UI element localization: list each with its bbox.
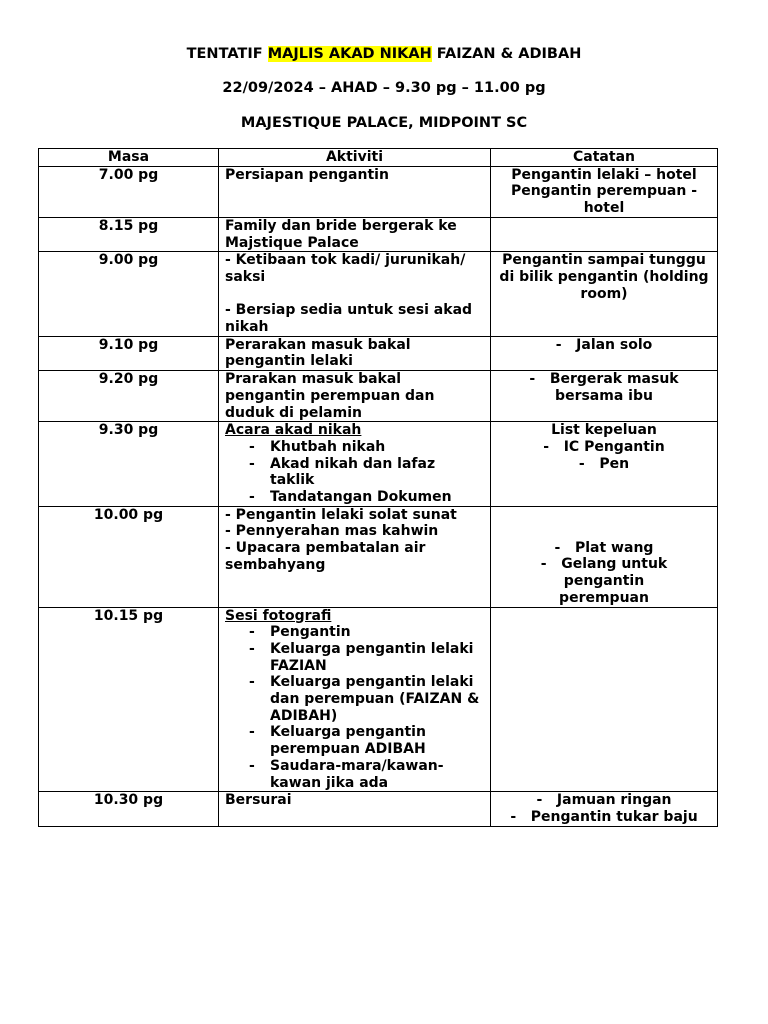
list-item: - Akad nikah dan lafaz taklik — [249, 456, 484, 489]
time-cell: 8.15 pg — [39, 217, 219, 251]
note-item: - Plat wang — [554, 539, 654, 556]
table-row — [39, 792, 718, 826]
activity-line: - Upacara pembatalan air sembahyang — [225, 540, 426, 573]
activity-line: - Pengantin lelaki solat sunat — [225, 506, 457, 523]
table-row — [39, 506, 718, 607]
time-cell: 9.20 pg — [39, 371, 219, 422]
table-row — [39, 607, 718, 792]
activity-cell — [219, 422, 491, 507]
notes-cell — [491, 506, 718, 607]
note-line: Pengantin lelaki – hotel — [511, 166, 697, 183]
activity-cell: Perarakan masuk bakal pengantin lelaki — [219, 336, 491, 370]
time-cell: 10.15 pg — [39, 607, 219, 792]
activity-cell — [219, 607, 491, 792]
note-item: - IC Pengantin — [543, 438, 665, 455]
time-cell: 9.10 pg — [39, 336, 219, 370]
note-item: - Jalan solo — [555, 336, 653, 353]
activity-section-title: Sesi fotografi — [225, 607, 332, 624]
activity-cell: Family dan bride bergerak ke Majstique Palace — [219, 217, 491, 251]
list-item: - Saudara-mara/kawan-kawan jika ada — [249, 758, 484, 791]
list-item: - Khutbah nikah — [249, 439, 484, 456]
column-header-aktiviti: Aktiviti — [219, 149, 491, 167]
note-line: Pengantin perempuan - hotel — [510, 183, 698, 217]
notes-cell — [491, 371, 718, 422]
list-item: - Pengantin — [249, 624, 484, 641]
column-header-catatan: Catatan — [491, 149, 718, 167]
table-row — [39, 166, 718, 217]
activity-cell: Prarakan masuk bakal pengantin perempuan dan duduk di pelamin — [219, 371, 491, 422]
table-row — [39, 217, 718, 251]
table-row — [39, 252, 718, 337]
list-item: - Tandatangan Dokumen — [249, 489, 484, 506]
table-row — [39, 422, 718, 507]
note-item: - Pen — [578, 455, 630, 472]
time-cell: 9.30 pg — [39, 422, 219, 507]
note-item: - Gelang untuk pengantin perempuan — [540, 556, 668, 606]
note-item: - Pengantin tukar baju — [510, 809, 698, 825]
list-item: - Keluarga pengantin lelaki FAZIAN — [249, 641, 484, 674]
table-row — [39, 371, 718, 422]
activity-line: - Bersiap sedia untuk sesi akad nikah — [225, 302, 473, 336]
table-row — [39, 336, 718, 370]
activity-cell: Bersurai — [219, 792, 491, 826]
notes-cell — [491, 336, 718, 370]
activity-cell — [219, 252, 491, 337]
activity-line: - Ketibaan tok kadi/ jurunikah/ saksi — [225, 252, 466, 285]
activity-section-title: Acara akad nikah — [225, 422, 362, 439]
time-cell: 10.00 pg — [39, 506, 219, 607]
time-cell: 7.00 pg — [39, 166, 219, 217]
notes-cell — [491, 792, 718, 826]
activity-cell — [219, 506, 491, 607]
notes-cell — [491, 166, 718, 217]
note-title: List kepeluan — [551, 422, 657, 439]
list-item: - Keluarga pengantin lelaki dan perempuan (FAIZAN & ADIBAH) — [249, 674, 484, 724]
list-item: - Keluarga pengantin perempuan ADIBAH — [249, 724, 484, 757]
activity-list — [225, 439, 484, 506]
notes-cell: Pengantin sampai tunggu di bilik pengantin (holding room) — [491, 252, 718, 337]
venue-line: MAJESTIQUE PALACE, MIDPOINT SC — [240, 115, 528, 131]
column-header-masa: Masa — [39, 149, 219, 167]
activity-line: - Pennyerahan mas kahwin — [225, 523, 439, 540]
notes-cell — [491, 422, 718, 507]
notes-cell — [491, 607, 718, 792]
table-header-row — [39, 149, 718, 167]
notes-cell — [491, 217, 718, 251]
note-item: - Jamuan ringan — [536, 792, 672, 809]
title-prefix: TENTATIF — [186, 46, 268, 62]
document-title — [0, 46, 768, 63]
time-cell: 10.30 pg — [39, 792, 219, 826]
title-suffix: FAIZAN & ADIBAH — [431, 46, 582, 62]
title-highlight: MAJLIS AKAD NIKAH — [267, 46, 432, 62]
schedule-table — [38, 148, 718, 827]
event-date-line: 22/09/2024 – AHAD – 9.30 pg – 11.00 pg — [222, 80, 546, 96]
activity-list — [225, 624, 484, 791]
note-item: - Bergerak masuk bersama ibu — [529, 371, 679, 404]
time-cell: 9.00 pg — [39, 252, 219, 337]
activity-cell: Persiapan pengantin — [219, 166, 491, 217]
